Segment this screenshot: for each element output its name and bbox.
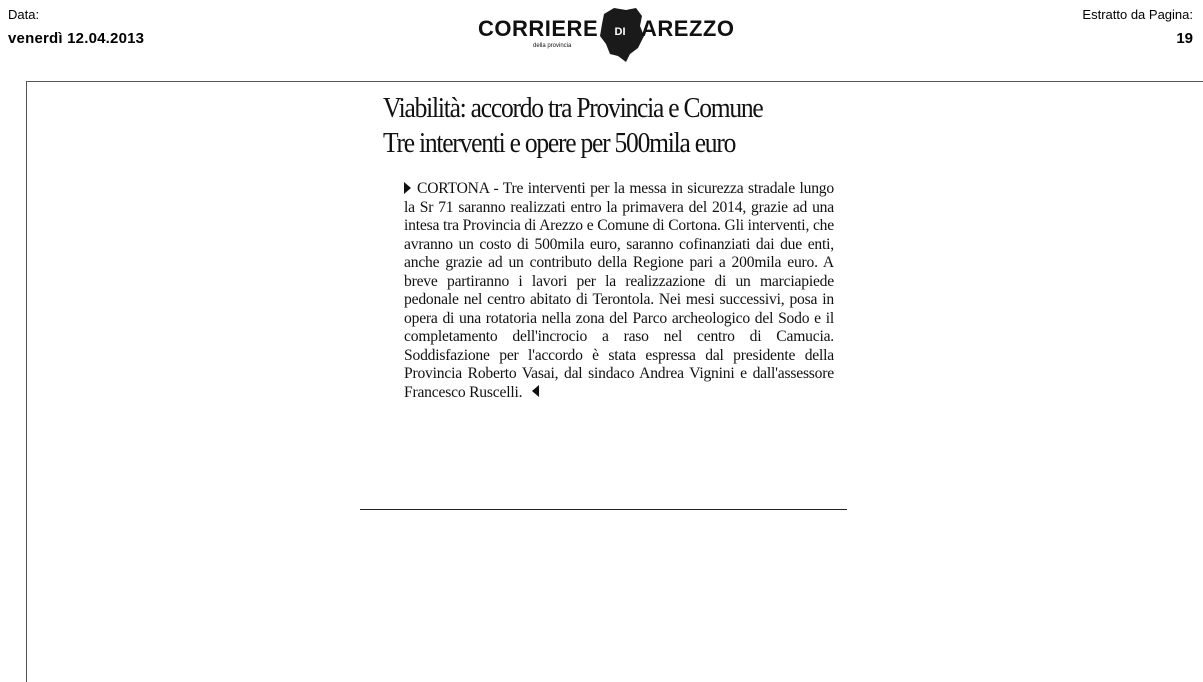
logo-word-di: DI <box>614 26 626 38</box>
newspaper-logo <box>478 6 740 62</box>
logo-word-arezzo: AREZZO <box>641 16 735 41</box>
article-divider <box>360 509 847 510</box>
date-block <box>8 6 144 47</box>
article-headline <box>383 91 853 161</box>
end-arrow-icon <box>532 385 539 397</box>
article-body <box>404 180 834 402</box>
date-value: venerdì 12.04.2013 <box>8 30 145 47</box>
logo-word-corriere: CORRIERE <box>478 16 599 41</box>
headline-line-1: Viabilità: accordo tra Provincia e Comune <box>383 92 763 124</box>
logo-subtitle: della provincia <box>533 43 572 49</box>
headline-line-2: Tre interventi e opere per 500mila euro <box>383 127 736 159</box>
page-block <box>1082 6 1193 47</box>
page-number: 19 <box>1176 30 1193 47</box>
start-arrow-icon <box>404 182 411 194</box>
article-text: CORTONA - Tre interventi per la messa in sicurezza stradale lungo la Sr 71 saranno realizzati entro la primavera del 2014, grazie ad una intesa tra Provincia di Arezzo e Comune di Cortona. Gli interventi, che avranno un costo di 500mila euro, saranno cofinanziati dai due enti, anche grazie ad un contributo della Regione pari a 200mila euro. A breve partiranno i lavori per la realizzazione di un marciapiede pedonale nel centro abitato di Terontola. Nei mesi successivi, posa in opera di una rotatoria nella zona del Parco archeologico del Sodo e il completamento dell'incrocio a raso nel centro di Camucia. Soddisfazione per l'accordo è stata espressa dal presidente della Provincia Roberto Vasai, dal sindaco Andrea Vignini e dall'assessore Francesco Ruscelli. <box>404 180 834 401</box>
page-label: Estratto da Pagina: <box>1082 7 1193 22</box>
date-label: Data: <box>8 7 40 22</box>
